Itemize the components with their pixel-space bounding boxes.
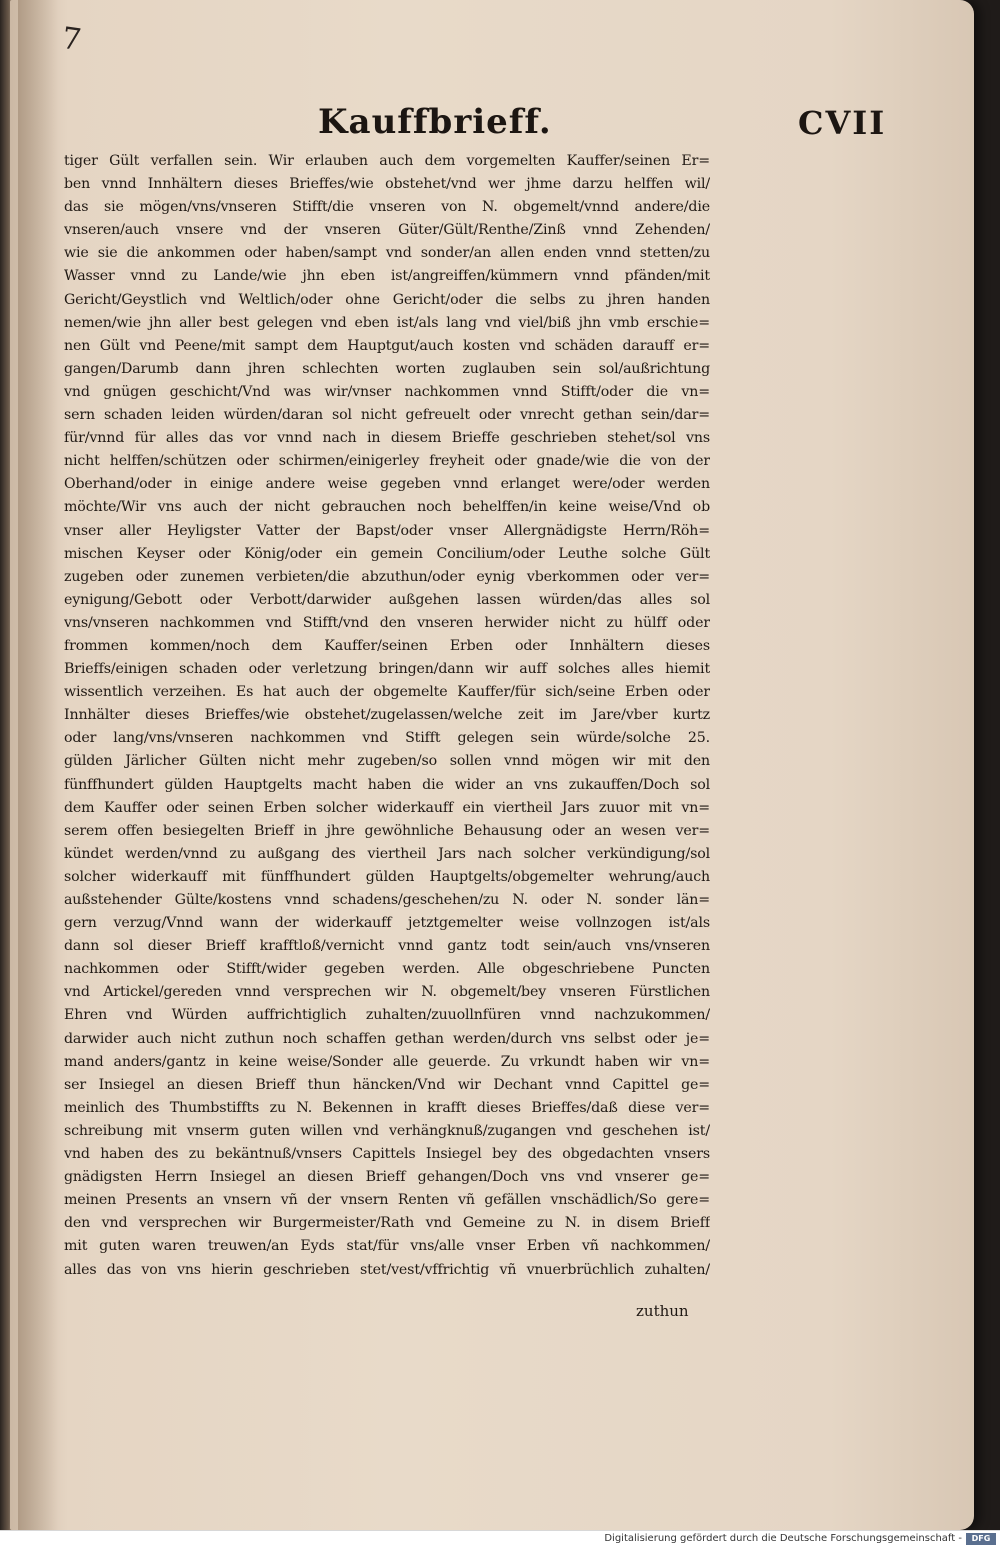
text-line: mit guten waren treuwen/an Eyds stat/für vns/alle vnser Erben vñ nachkommen/ [64, 1238, 710, 1255]
text-line: eynigung/Gebott oder Verbott/darwider außgehen lassen würden/das alles sol [64, 591, 710, 608]
page-stain [18, 0, 58, 1530]
text-line: darwider auch nicht zuthun noch schaffen gethan werden/durch vns selbst oder je= [64, 1030, 710, 1047]
text-line: vnser aller Heyligster Vatter der Bapst/oder vnser Allergnädigste Herrn/Röh= [64, 522, 710, 539]
text-line: nemen/wie jhn aller best gelegen vnd eben ist/als lang vnd viel/biß jhn vmb erschie= [64, 314, 710, 331]
text-line: tiger Gült verfallen sein. Wir erlauben auch dem vorgemelten Kauffer/seinen Er= [64, 153, 710, 169]
text-line: dann sol dieser Brieff krafftloß/vernicht vnnd gantz todt sein/auch vns/vnseren [64, 938, 710, 955]
text-line: möchte/Wir vns auch der nicht gebrauchen noch behelffen/in keine weise/Vnd ob [64, 499, 710, 516]
text-line: ser Insiegel an diesen Brieff thun häncken/Vnd wir Dechant vnnd Capittel ge= [64, 1076, 710, 1093]
footer-credit: Digitalisierung gefördert durch die Deutsche Forschungsgemeinschaft - [604, 1533, 962, 1544]
text-line: fünffhundert gülden Hauptgelts macht haben die wider an vns zukauffen/Doch sol [64, 776, 710, 793]
text-line: vnd Artickel/gereden vnnd versprechen wir N. obgemelt/bey vnseren Fürstlichen [64, 984, 710, 1001]
text-line: solcher widerkauff mit fünffhundert gülden Hauptgelts/obgemelter wehrung/auch [64, 868, 710, 885]
text-line: meinen Presents an vnsern vñ der vnsern Renten vñ gefällen vnschädlich/So gere= [64, 1192, 710, 1209]
running-head: Kauffbrieff. [318, 102, 552, 142]
text-line: gnädigsten Herrn Insiegel an diesen Brieff gehangen/Doch vns vnd vnserer ge= [64, 1169, 710, 1186]
text-line: meinlich des Thumbstiffts zu N. Bekennen in krafft dieses Brieffes/daß diese ver= [64, 1099, 710, 1116]
text-line: Wasser vnnd zu Lande/wie jhn eben ist/angreiffen/kümmern vnnd pfänden/mit [64, 268, 710, 285]
margin-ink-mark: 7 [59, 20, 84, 59]
text-line: alles das von vns hierin geschrieben stet/vest/vffrichtig vñ vnuerbrüchlich zuhalten/ [64, 1261, 710, 1278]
text-line: Oberhand/oder in einige andere weise gegeben vnnd erlanget were/oder werden [64, 476, 710, 493]
text-line: für/vnnd für alles das vor vnnd nach in diesem Brieffe geschrieben stehet/sol vns [64, 430, 710, 447]
text-line: vnseren/auch vnsere vnd der vnseren Güter/Gült/Renthe/Zinß vnnd Zehenden/ [64, 222, 710, 239]
text-line: dem Kauffer oder seinen Erben solcher widerkauff ein viertheil Jars zuuor mit vn= [64, 799, 710, 816]
text-line: vns/vnseren nachkommen vnd Stifft/vnd den vnseren herwider nicht zu hülff oder [64, 614, 710, 631]
text-line: den vnd versprechen wir Burgermeister/Rath vnd Gemeine zu N. in disem Brieff [64, 1215, 710, 1232]
footer-bar [0, 1530, 1000, 1548]
text-line: gangen/Darumb dann jhren schlechten worten zuglauben sein sol/außrichtung [64, 360, 710, 377]
text-line: nicht helffen/schützen oder schirmen/einigerley freyheit oder gnade/wie die von der [64, 453, 710, 470]
text-line: gülden Järlicher Gülten nicht mehr zugeben/so sollen vnnd mögen wir mit den [64, 753, 710, 770]
text-line: vnd gnügen geschicht/Vnd was wir/vnser nachkommen vnnd Stifft/oder die vn= [64, 383, 710, 400]
text-line: oder lang/vns/vnseren nachkommen vnd Stifft gelegen sein würde/solche 25. [64, 730, 710, 747]
text-line: ben vnnd Innhältern dieses Brieffes/wie obstehet/vnd wer jhme darzu helffen wil/ [64, 176, 710, 193]
text-line: Ehren vnd Würden auffrichtiglich zuhalten/zuuollnfüren vnnd nachzukommen/ [64, 1007, 710, 1024]
text-line: wie sie die ankommen oder haben/sampt vnd sonder/an allen enden vnnd stetten/zu [64, 245, 710, 262]
text-line: mand anders/gantz in keine weise/Sonder alle geuerde. Zu vrkundt haben wir vn= [64, 1053, 710, 1070]
text-line: mischen Keyser oder König/oder ein gemein Concilium/oder Leuthe solche Gült [64, 545, 710, 562]
text-line: sern schaden leiden würden/daran sol nicht gefreuelt oder vnrecht gethan sein/dar= [64, 407, 710, 424]
text-line: wissentlich verzeihen. Es hat auch der obgemelte Kauffer/für sich/seine Erben oder [64, 684, 710, 701]
text-line: Gericht/Geystlich vnd Weltlich/oder ohne Gericht/oder die selbs zu jhren handen [64, 291, 710, 308]
body-text [64, 150, 710, 1282]
folio-number: CVII [798, 104, 887, 142]
catchword: zuthun [636, 1302, 689, 1320]
text-line: Brieffs/einigen schaden oder verletzung bringen/dann wir auff solches alles hiemit [64, 661, 710, 678]
dfg-logo: DFG [966, 1533, 996, 1545]
text-line: das sie mögen/vns/vnseren Stifft/die vnseren von N. obgemelt/vnnd andere/die [64, 199, 710, 216]
text-line: kündet werden/vnnd zu außgang des viertheil Jars nach solcher verkündigung/sol [64, 845, 710, 862]
text-line: nen Gült vnd Peene/mit sampt dem Hauptgut/auch kosten vnd schäden darauff er= [64, 337, 710, 354]
text-line: serem offen besiegelten Brieff in jhre gewöhnliche Behausung oder an wesen ver= [64, 822, 710, 839]
text-line: gern verzug/Vnnd wann der widerkauff jetztgemelter weise vollnzogen ist/als [64, 915, 710, 932]
text-line: schreibung mit vnserm guten willen vnd verhängknuß/zugangen vnd geschehen ist/ [64, 1122, 710, 1139]
text-line: nachkommen oder Stifft/wider gegeben werden. Alle obgeschriebene Puncten [64, 961, 710, 978]
text-line: Innhälter dieses Brieffes/wie obstehet/zugelassen/welche zeit im Jare/vber kurtz [64, 707, 710, 724]
text-line: frommen kommen/noch dem Kauffer/seinen Erben oder Innhältern dieses [64, 637, 710, 654]
text-line: außstehender Gülte/kostens vnnd schadens/geschehen/zu N. oder N. sonder län= [64, 892, 710, 908]
text-line: vnd haben des zu bekäntnuß/vnsers Capittels Insiegel bey des obgedachten vnsers [64, 1146, 710, 1163]
text-line: zugeben oder zunemen verbieten/die abzuthun/oder eynig vberkommen oder ver= [64, 568, 710, 585]
